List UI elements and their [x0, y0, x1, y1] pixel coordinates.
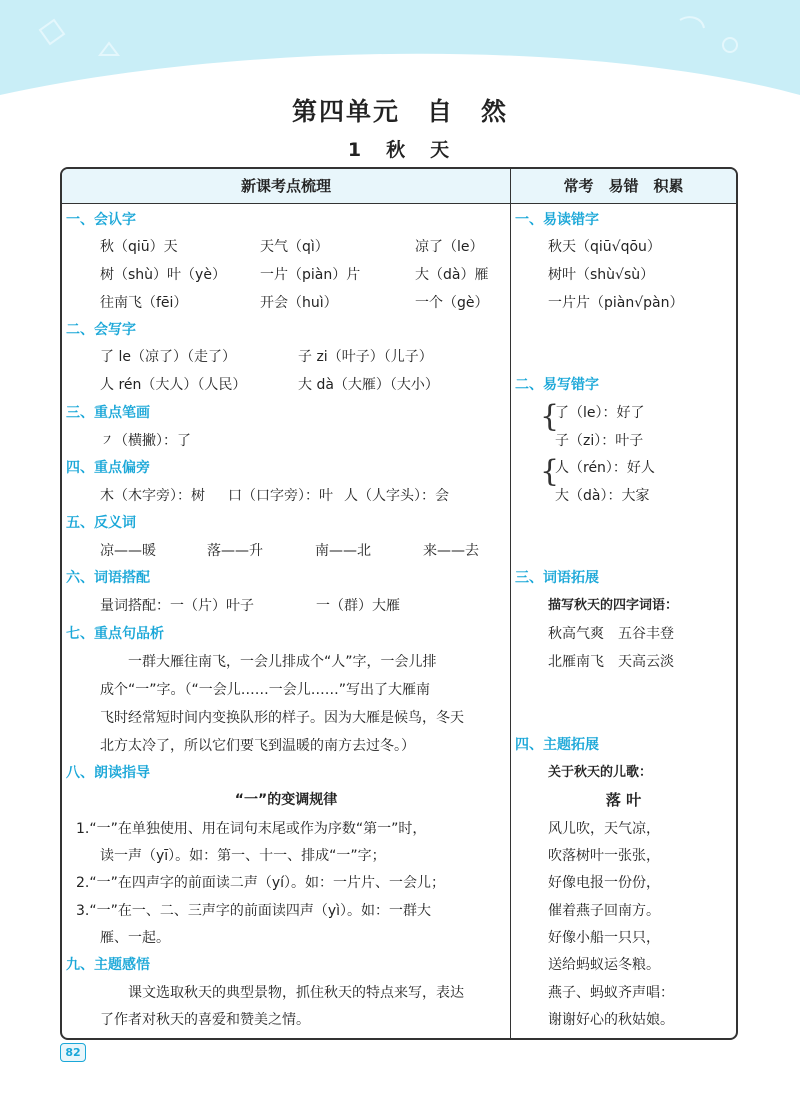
poem-title: 落 叶	[605, 791, 642, 809]
idiom-line: 北雁南飞 天高云淡	[548, 654, 674, 670]
poem-line: 催着燕子回南方。	[548, 903, 660, 919]
analysis-line: 北方太冷了，所以它们要飞到温暖的南方去过冬。）	[100, 738, 415, 754]
poem-line: 燕子、蚂蚁齐声唱：	[548, 985, 674, 1001]
section-title: 一、会认字	[66, 212, 136, 228]
write-item: 大 dà（大雁）（大小）	[298, 377, 439, 393]
poem-line: 谢谢好心的秋姑娘。	[548, 1012, 674, 1028]
content-frame	[60, 167, 738, 1040]
miswrite-item: 大（dà）：大家	[555, 488, 650, 504]
stroke-item: ㇇（横撇）：了	[100, 433, 191, 449]
theme-expansion-subtitle: 关于秋天的儿歌：	[548, 765, 653, 780]
unit-title: 第四单元 自 然	[291, 97, 508, 126]
word-item: 往南飞（fēi）	[100, 295, 188, 311]
right-column-header: 常考 易错 积累	[511, 169, 736, 204]
section-title: 一、易读错字	[515, 212, 599, 228]
section-title: 五、反义词	[66, 515, 136, 531]
brace-icon: {	[540, 454, 560, 489]
word-item: 秋（qiū）天	[100, 239, 178, 255]
analysis-line: 飞时经常短时间内变换队形的样子。因为大雁是候鸟，冬天	[100, 710, 464, 726]
word-item: 天气（qì）	[260, 239, 329, 255]
left-column-header: 新课考点梳理	[62, 169, 510, 204]
section-title: 二、会写字	[66, 322, 136, 338]
tone-rule-title: “一”的变调规律	[234, 792, 338, 808]
write-item: 人 rén（大人）（人民）	[100, 377, 247, 393]
write-item: 子 zi（叶子）（儿子）	[298, 349, 433, 365]
section-title: 三、词语拓展	[515, 570, 599, 586]
write-item: 了 le（凉了）（走了）	[100, 349, 236, 365]
poem-line: 送给蚂蚁运冬粮。	[548, 957, 660, 973]
radical-item: 木（木字旁）：树	[100, 488, 205, 504]
section-title: 三、重点笔画	[66, 405, 150, 421]
poem-line: 风儿吹，天气凉，	[548, 821, 660, 837]
poem-line: 好像电报一份份，	[548, 875, 660, 891]
word-item: 一个（gè）	[415, 295, 489, 311]
collocation-item: 一（群）大雁	[316, 598, 400, 614]
miswrite-item: 人（rén）：好人	[555, 460, 655, 476]
antonym-pair: 凉——暖	[100, 543, 156, 559]
antonym-pair: 落——升	[207, 543, 263, 559]
page-number: 82	[60, 1043, 86, 1062]
section-title: 二、易写错字	[515, 377, 599, 393]
section-title: 六、词语搭配	[66, 570, 150, 586]
theme-line: 课文选取秋天的典型景物，抓住秋天的特点来写，表达	[128, 985, 464, 1001]
word-item: 树（shù）叶（yè）	[100, 267, 226, 283]
radical-item: 口（口字旁）：叶	[228, 488, 333, 504]
section-title: 九、主题感悟	[66, 957, 150, 973]
section-title: 八、朗读指导	[66, 765, 150, 781]
misread-item: 一片片（piàn√pàn）	[548, 295, 684, 311]
collocation-item: 量词搭配：一（片）叶子	[100, 598, 254, 614]
idiom-line: 秋高气爽 五谷丰登	[548, 626, 674, 642]
word-expansion-subtitle: 描写秋天的四字词语：	[548, 598, 679, 613]
tone-rule-line: 雁、一起。	[100, 930, 170, 946]
column-divider	[510, 169, 511, 1038]
miswrite-item: 子（zi）：叶子	[555, 433, 644, 449]
misread-item: 秋天（qiū√qōu）	[548, 239, 661, 255]
poem-line: 好像小船一只只，	[548, 930, 660, 946]
miswrite-item: 了（le）：好了	[555, 405, 645, 421]
tone-rule-line: 3.“一”在一、二、三声字的前面读四声（yì）。如：一群大	[76, 903, 432, 919]
tone-rule-line: 1.“一”在单独使用、用在词句末尾或作为序数“第一”时，	[76, 821, 427, 837]
tone-rule-line: 2.“一”在四声字的前面读二声（yí）。如：一片片、一会儿；	[76, 875, 446, 891]
word-item: 一片（piàn）片	[260, 267, 361, 283]
section-title: 四、主题拓展	[515, 737, 599, 753]
radical-item: 人（人字头）：会	[344, 488, 449, 504]
analysis-line: 一群大雁往南飞，一会儿排成个“人”字，一会儿排	[128, 654, 437, 670]
theme-line: 了作者对秋天的喜爱和赞美之情。	[100, 1012, 310, 1028]
misread-item: 树叶（shù√sù）	[548, 267, 655, 283]
poem-line: 吹落树叶一张张，	[548, 848, 660, 864]
word-item: 开会（huì）	[260, 295, 338, 311]
word-item: 凉了（le）	[415, 239, 484, 255]
word-item: 大（dà）雁	[415, 267, 489, 283]
analysis-line: 成个“一”字。（“一会儿……一会儿……”写出了大雁南	[100, 682, 431, 698]
lesson-title: 1 秋 天	[347, 139, 453, 161]
brace-icon: {	[540, 399, 560, 434]
tone-rule-line: 读一声（yī）。如：第一、十一、排成“一”字；	[100, 848, 386, 864]
section-title: 七、重点句品析	[66, 626, 164, 642]
antonym-pair: 南——北	[315, 543, 371, 559]
section-title: 四、重点偏旁	[66, 460, 150, 476]
antonym-pair: 来——去	[423, 543, 479, 559]
